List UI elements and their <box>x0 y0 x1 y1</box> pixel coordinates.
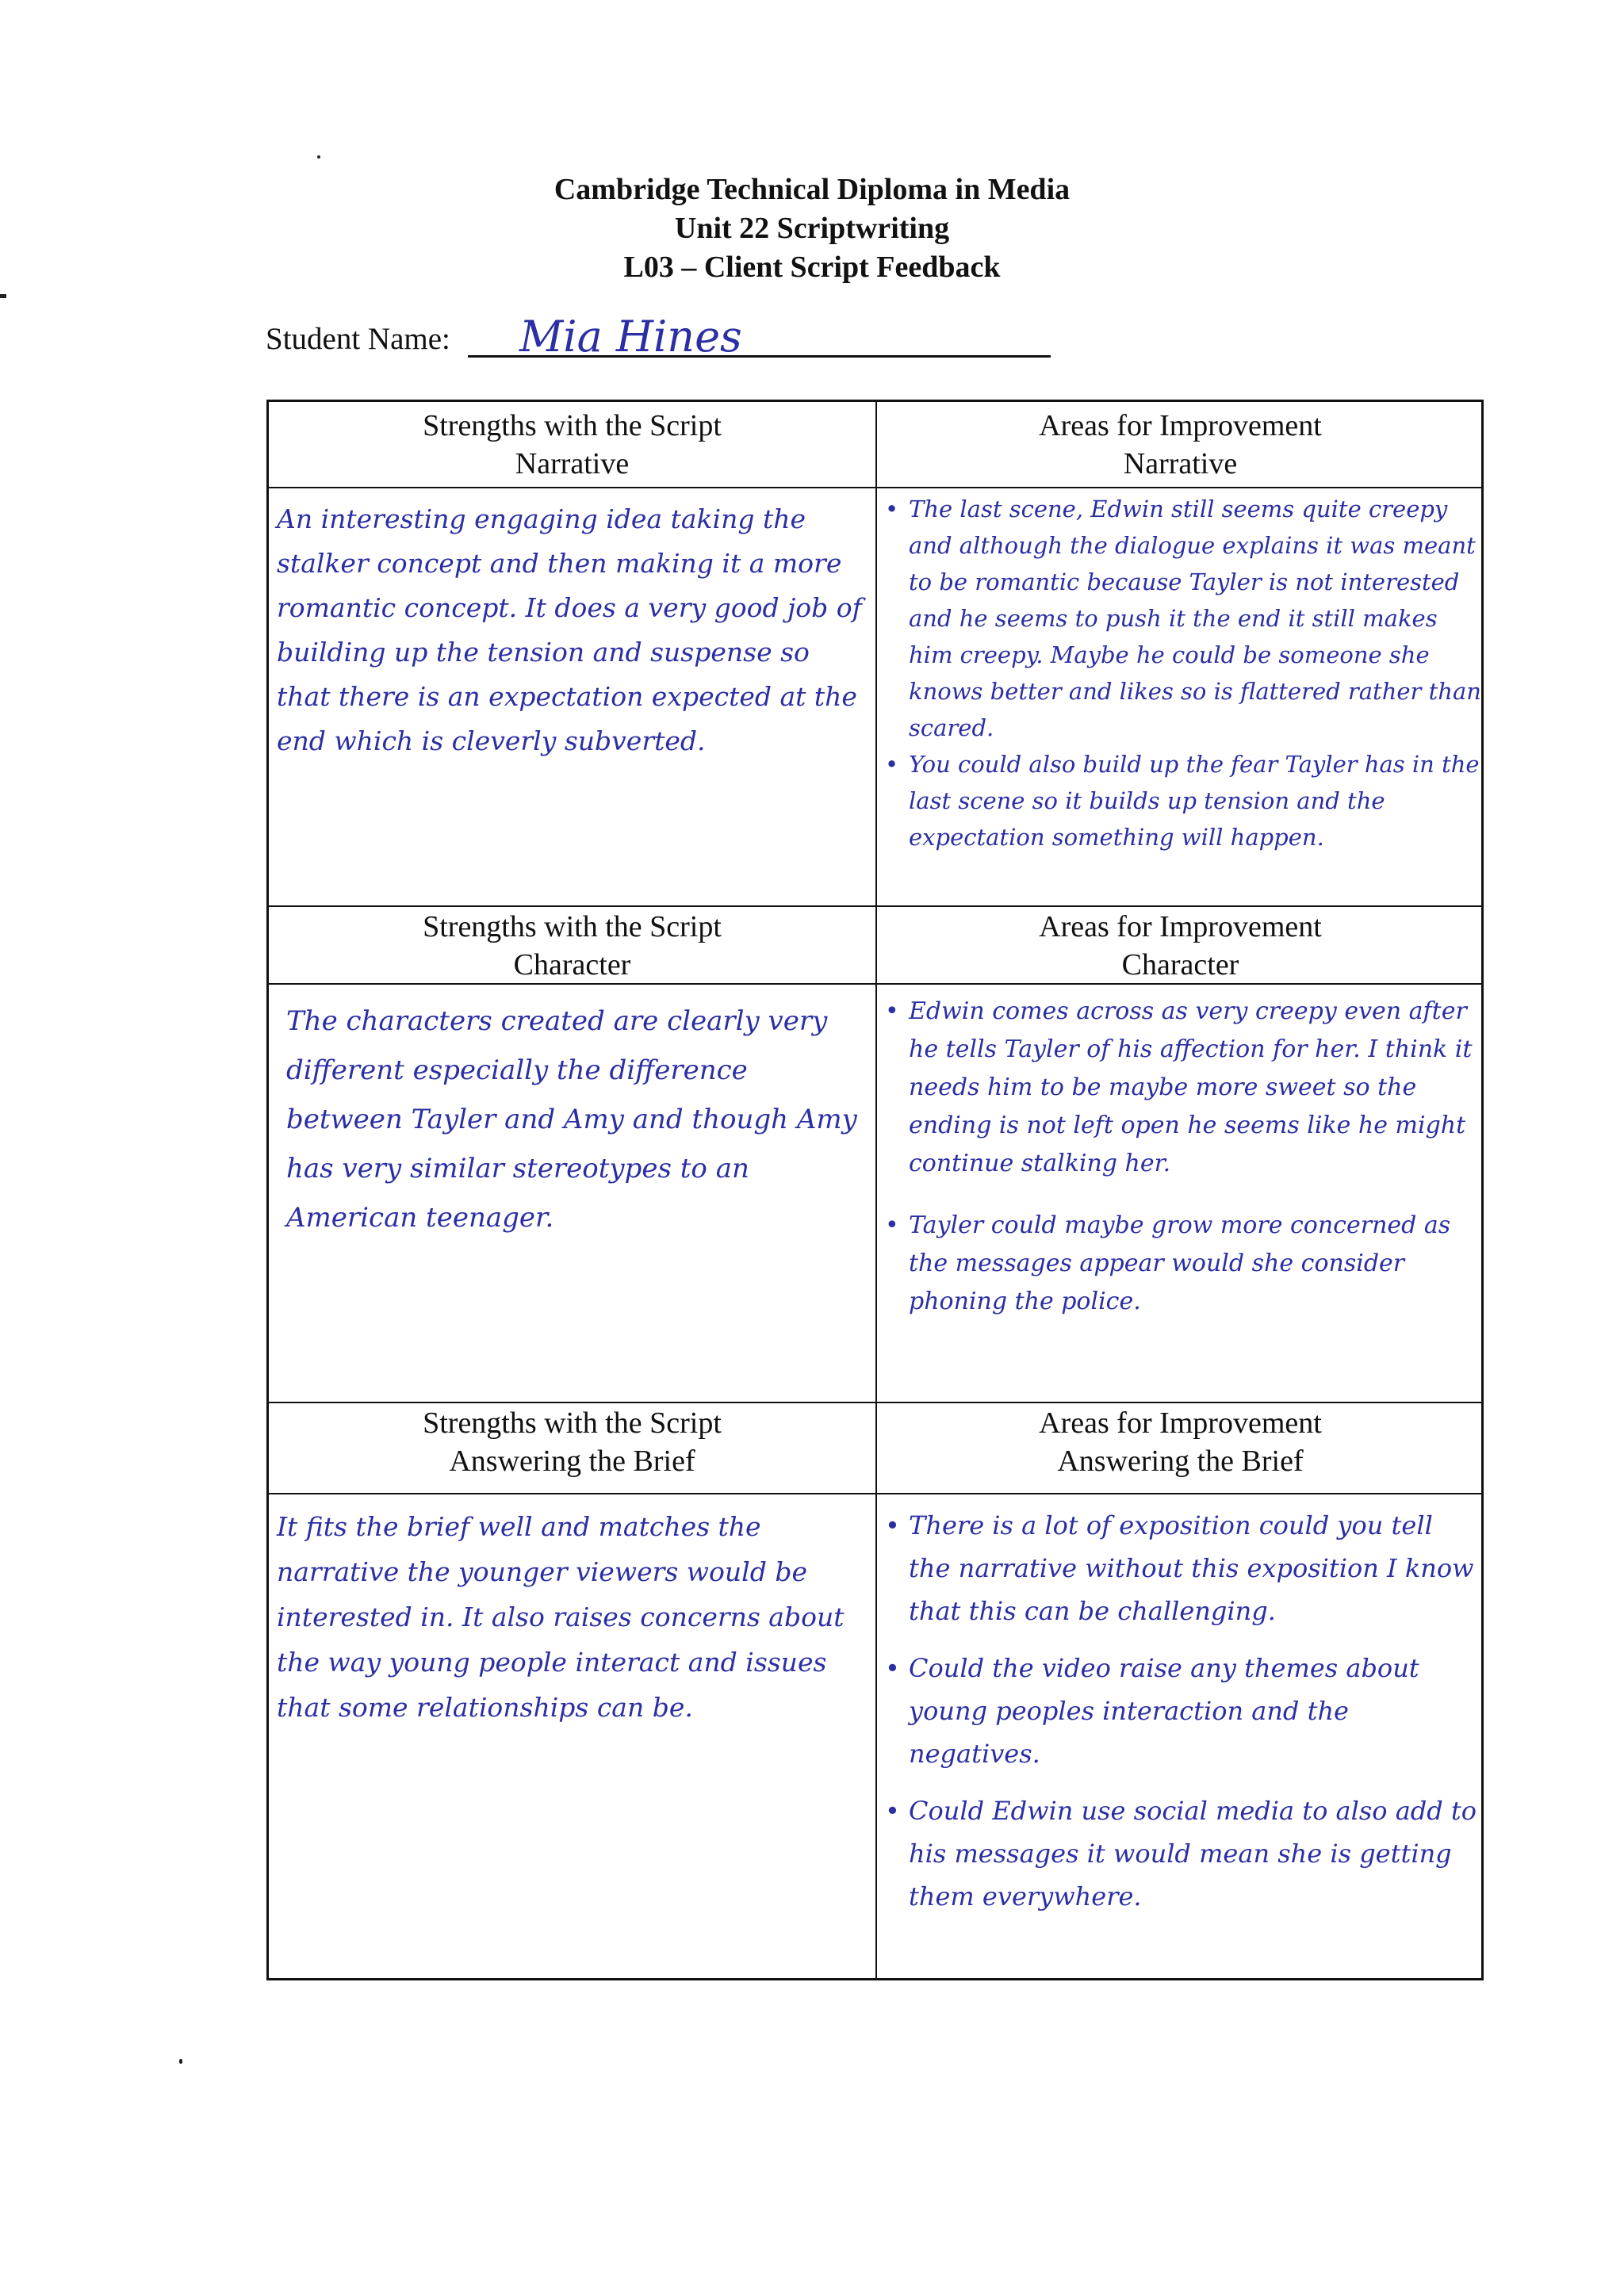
row-divider <box>269 487 1481 488</box>
heading-line: Strengths with the Script <box>423 910 722 943</box>
student-name-label: Student Name: <box>266 322 450 356</box>
handwritten-paragraph: An interesting engaging idea taking the stalker concept and then making it a more romantic concept. It does a very good job of building up the tension and suspense so that there is an expectation expected at the end which is cleverly subverted. <box>277 503 862 756</box>
heading-line: Character <box>1121 948 1239 982</box>
heading-strengths-narrative <box>269 407 875 483</box>
handwritten-paragraph: The characters created are clearly very different especially the difference between Tayler and Amy and though Amy has very similar stereotypes to an American teenager. <box>286 1005 857 1234</box>
heading-line: Strengths with the Script <box>423 1406 722 1440</box>
heading-improvement-narrative <box>877 407 1484 483</box>
table-column-divider <box>875 402 877 1978</box>
heading-line: Strengths with the Script <box>423 409 722 442</box>
improvement-character-text <box>885 993 1480 1321</box>
improvement-narrative-text <box>885 491 1488 855</box>
heading-line: Areas for Improvement <box>1039 409 1322 442</box>
improvement-brief-text <box>885 1504 1480 1918</box>
document-unit: Unit 22 Scriptwriting <box>674 212 950 245</box>
document-title: Cambridge Technical Diploma in Media <box>553 173 1071 206</box>
heading-strengths-brief <box>269 1404 875 1480</box>
heading-line: Narrative <box>515 447 630 480</box>
bullet-point: • The last scene, Edwin still seems quite creepy and although the dialogue explains it was meant to be romantic because Tayler is not interested and he seems to push it the end it still makes him creepy. Maybe he could be someone she knows better and likes so is flattered rather than scared. <box>885 491 1488 746</box>
row-divider <box>269 1402 1481 1403</box>
strengths-narrative-text <box>277 497 868 763</box>
bullet-point: • You could also build up the fear Tayler has in the last scene so it builds up tension and the expectation something will happen. <box>885 746 1488 855</box>
scan-mark-top <box>317 155 320 159</box>
student-name-handwritten: Mia Hines <box>519 312 742 362</box>
heading-line: Answering the Brief <box>449 1445 695 1478</box>
heading-improvement-character <box>877 908 1484 984</box>
heading-line: Areas for Improvement <box>1039 910 1322 943</box>
bullet-point: • Tayler could maybe grow more concerned as the messages appear would she consider phoning the police. <box>885 1207 1480 1321</box>
heading-line: Narrative <box>1123 447 1238 480</box>
heading-strengths-character <box>269 908 875 984</box>
bullet-point: • There is a lot of exposition could you tell the narrative without this exposition I know that this can be challenging. <box>885 1504 1480 1632</box>
document-header <box>0 170 1624 287</box>
row-divider <box>269 1493 1481 1494</box>
scan-mark-bottom <box>179 2059 182 2064</box>
bullet-point: • Edwin comes across as very creepy even after he tells Tayler of his affection for her. I think it needs him to be maybe more sweet so the ending is not left open he seems like he might continue stalking her. <box>885 993 1480 1183</box>
document-subtitle: L03 – Client Script Feedback <box>623 251 1001 284</box>
heading-line: Character <box>513 948 631 982</box>
row-divider <box>269 905 1481 907</box>
scan-mark-left-edge <box>0 294 6 298</box>
heading-line: Answering the Brief <box>1057 1445 1304 1478</box>
heading-line: Areas for Improvement <box>1039 1406 1322 1440</box>
bullet-point: • Could the video raise any themes about young peoples interaction and the negatives. <box>885 1647 1480 1775</box>
bullet-point: • Could Edwin use social media to also add to his messages it would mean she is getting them everywhere. <box>885 1789 1480 1918</box>
handwritten-paragraph: It fits the brief well and matches the narrative the younger viewers would be interested in. It also raises concerns about the way young people interact and issues that some relationships can be. <box>277 1511 845 1723</box>
feedback-table <box>266 400 1484 1980</box>
heading-improvement-brief <box>877 1404 1484 1480</box>
strengths-brief-text <box>277 1504 868 1730</box>
strengths-character-text <box>286 997 865 1242</box>
